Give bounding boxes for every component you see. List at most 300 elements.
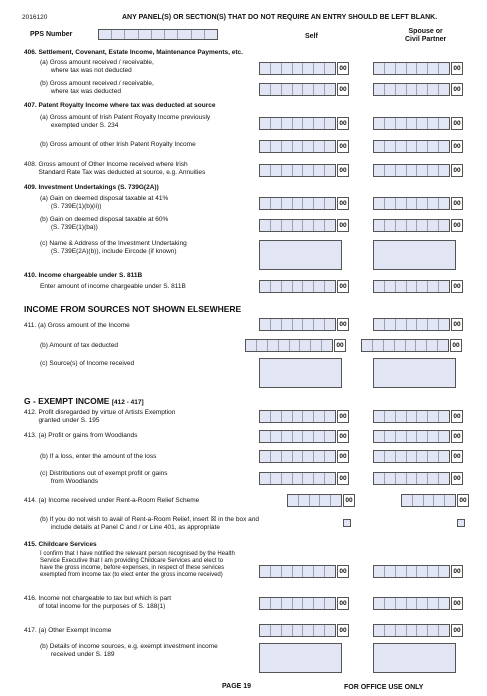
digit-cell: [246, 340, 257, 351]
q409a-self-amount-field[interactable]: [259, 197, 336, 210]
digit-cell: [260, 220, 271, 231]
q413a-spouse-amount-field[interactable]: [373, 430, 450, 443]
digit-cell: [325, 431, 335, 442]
q414a-self-amount-field[interactable]: [287, 494, 342, 507]
digit-cell: [310, 495, 321, 506]
q407-title: 407. Patent Royalty Income where tax was deducted at source: [24, 102, 216, 109]
q415-spouse-amount-field[interactable]: [373, 565, 450, 578]
q410-self-amount-field[interactable]: [259, 280, 336, 293]
digit-cell: [314, 473, 325, 484]
digit-cell: [314, 141, 325, 152]
q411b-spouse-cents-label: 00: [450, 339, 462, 352]
digit-cell: [407, 63, 418, 74]
digit-cell: [303, 431, 314, 442]
digit-cell: [407, 84, 418, 95]
digit-cell: [417, 141, 428, 152]
digit-cell: [293, 84, 304, 95]
digit-cell: [282, 451, 293, 462]
q408-self-amount-field[interactable]: [259, 164, 336, 177]
digit-cell: [303, 598, 314, 609]
q408-spouse-amount-field[interactable]: [373, 164, 450, 177]
digit-cell: [417, 451, 428, 462]
digit-cell: [271, 84, 282, 95]
q411c-spouse-textbox[interactable]: [373, 358, 456, 388]
digit-cell: [271, 118, 282, 129]
q411b-self-amount-field[interactable]: [245, 339, 333, 352]
digit-cell: [314, 319, 325, 330]
digit-cell: [271, 473, 282, 484]
digit-cell: [257, 340, 268, 351]
section-exempt-title: G - EXEMPT INCOME: [24, 396, 110, 406]
q412-label: 412. Profit disregarded by virtue of Artists Exemption granted under S. 195: [24, 409, 176, 424]
q411a-self-amount-field[interactable]: [259, 318, 336, 331]
digit-cell: [374, 625, 385, 636]
digit-cell: [385, 319, 396, 330]
digit-cell: [407, 598, 418, 609]
digit-cell: [396, 198, 407, 209]
digit-cell: [331, 495, 341, 506]
digit-cell: [439, 411, 449, 422]
digit-cell: [303, 63, 314, 74]
digit-cell: [407, 198, 418, 209]
digit-cell: [424, 495, 435, 506]
digit-cell: [374, 141, 385, 152]
digit-cell: [325, 411, 335, 422]
digit-cell: [322, 340, 332, 351]
q411a-label: 411. (a) Gross amount of the Income: [24, 322, 130, 329]
digit-cell: [385, 165, 396, 176]
digit-cell: [303, 118, 314, 129]
q406a-spouse-cents-label: 00: [451, 62, 463, 75]
digit-cell: [417, 566, 428, 577]
q409-title: 409. Investment Undertakings (S. 739G(2A)): [24, 184, 159, 191]
q409c-self-textbox[interactable]: [259, 240, 342, 270]
digit-cell: [303, 451, 314, 462]
digit-cell: [438, 340, 448, 351]
q412-self-amount-field[interactable]: [259, 410, 336, 423]
digit-cell: [374, 165, 385, 176]
digit-cell: [374, 220, 385, 231]
digit-cell: [293, 281, 304, 292]
q417b-self-textbox[interactable]: [259, 643, 342, 673]
digit-cell: [271, 141, 282, 152]
digit-cell: [439, 625, 449, 636]
digit-cell: [434, 495, 445, 506]
q406a-label: (a) Gross amount received / receivable, where tax was not deducted: [40, 59, 154, 74]
q406-title: 406. Settlement, Covenant, Estate Income, Maintenance Payments, etc.: [24, 49, 243, 56]
digit-cell: [417, 319, 428, 330]
q407a-self-amount-field[interactable]: [259, 117, 336, 130]
digit-cell: [282, 625, 293, 636]
form-code: 2016120: [22, 14, 48, 21]
q410-spouse-amount-field[interactable]: [373, 280, 450, 293]
digit-cell: [314, 118, 325, 129]
q407a-self-cents-label: 00: [337, 117, 349, 130]
q415-self-amount-field[interactable]: [259, 565, 336, 578]
digit-cell: [260, 598, 271, 609]
digit-cell: [417, 220, 428, 231]
digit-cell: [417, 431, 428, 442]
digit-cell: [407, 118, 418, 129]
digit-cell: [282, 118, 293, 129]
digit-cell: [271, 566, 282, 577]
digit-cell: [314, 566, 325, 577]
digit-cell: [303, 165, 314, 176]
digit-cell: [260, 281, 271, 292]
digit-cell: [314, 431, 325, 442]
digit-cell: [417, 473, 428, 484]
digit-cell: [402, 495, 413, 506]
digit-cell: [385, 411, 396, 422]
section-exempt-range: [412 - 417]: [111, 399, 144, 406]
digit-cell: [407, 566, 418, 577]
digit-cell: [428, 281, 439, 292]
section-other-income-heading: INCOME FROM SOURCES NOT SHOWN ELSEWHERE: [24, 304, 242, 314]
digit-cell: [279, 340, 290, 351]
q409a-spouse-amount-field[interactable]: [373, 197, 450, 210]
digit-cell: [407, 431, 418, 442]
digit-cell: [396, 598, 407, 609]
q412-spouse-amount-field[interactable]: [373, 410, 450, 423]
digit-cell: [260, 165, 271, 176]
digit-cell: [385, 431, 396, 442]
q411a-spouse-amount-field[interactable]: [373, 318, 450, 331]
q408-self-cents-label: 00: [337, 164, 349, 177]
digit-cell: [373, 340, 384, 351]
digit-cell: [416, 340, 427, 351]
q414b-self-checkbox[interactable]: [343, 519, 351, 527]
q407b-self-amount-field[interactable]: [259, 140, 336, 153]
digit-cell: [396, 431, 407, 442]
digit-cell: [406, 340, 417, 351]
digit-cell: [417, 63, 428, 74]
digit-cell: [303, 84, 314, 95]
digit-cell: [385, 220, 396, 231]
pps-number-field[interactable]: [98, 29, 218, 40]
digit-cell: [417, 598, 428, 609]
digit-cell: [396, 84, 407, 95]
q406a-self-cents-label: 00: [337, 62, 349, 75]
digit-cell: [396, 319, 407, 330]
page-number: PAGE 19: [222, 683, 252, 690]
q417a-label: 417. (a) Other Exempt Income: [24, 627, 112, 634]
digit-cell: [260, 566, 271, 577]
q417a-spouse-cents-label: 00: [451, 624, 463, 637]
digit-cell: [417, 118, 428, 129]
digit-cell: [311, 340, 322, 351]
digit-cell: [374, 411, 385, 422]
q417b-label: (b) Details of income sources, e.g. exempt investment income received under S. 189: [40, 643, 218, 658]
digit-cell: [303, 625, 314, 636]
q415-label: I confirm that I have notified the relevant person recognised by the Health Service Executive that I am providing Childcare Services and elect to have the gross income, before expenses, in respect of these services exempted from income tax (to elect enter the gross income received): [40, 551, 235, 578]
q411c-label: (c) Source(s) of Income received: [40, 360, 135, 367]
digit-cell: [314, 198, 325, 209]
q409b-spouse-cents-label: 00: [451, 219, 463, 232]
q409a-spouse-cents-label: 00: [451, 197, 463, 210]
digit-cell: [314, 281, 325, 292]
digit-cell: [385, 141, 396, 152]
digit-cell: [428, 566, 439, 577]
digit-cell: [385, 281, 396, 292]
q413b-self-cents-label: 00: [337, 450, 349, 463]
digit-cell: [268, 340, 279, 351]
q413a-label: 413. (a) Profit or gains from Woodlands: [24, 432, 138, 439]
digit-cell: [407, 625, 418, 636]
digit-cell: [314, 451, 325, 462]
digit-cell: [428, 220, 439, 231]
digit-cell: [303, 198, 314, 209]
digit-cell: [374, 281, 385, 292]
q416-spouse-amount-field[interactable]: [373, 597, 450, 610]
digit-cell: [314, 165, 325, 176]
digit-cell: [396, 220, 407, 231]
digit-cell: [293, 473, 304, 484]
digit-cell: [396, 473, 407, 484]
digit-cell: [428, 198, 439, 209]
digit-cell: [439, 598, 449, 609]
q413c-self-cents-label: 00: [337, 472, 349, 485]
q412-spouse-cents-label: 00: [451, 410, 463, 423]
digit-cell: [271, 625, 282, 636]
q411a-spouse-cents-label: 00: [451, 318, 463, 331]
digit-cell: [271, 598, 282, 609]
digit-cell: [290, 340, 301, 351]
q411a-self-cents-label: 00: [337, 318, 349, 331]
q414b-spouse-checkbox[interactable]: [457, 519, 465, 527]
digit-cell: [260, 198, 271, 209]
digit-cell: [428, 141, 439, 152]
digit-cell: [282, 63, 293, 74]
q406b-self-amount-field[interactable]: [259, 83, 336, 96]
q413a-spouse-cents-label: 00: [451, 430, 463, 443]
digit-cell: [282, 165, 293, 176]
digit-cell: [303, 411, 314, 422]
digit-cell: [407, 451, 418, 462]
digit-cell: [428, 451, 439, 462]
pps-label: PPS Number: [30, 31, 73, 38]
q413c-spouse-amount-field[interactable]: [373, 472, 450, 485]
digit-cell: [325, 319, 335, 330]
q406b-spouse-cents-label: 00: [451, 83, 463, 96]
q415-self-cents-label: 00: [337, 565, 349, 578]
digit-cell: [396, 141, 407, 152]
q406b-label: (b) Gross amount received / receivable, where tax was deducted: [40, 80, 154, 95]
digit-cell: [428, 84, 439, 95]
digit-cell: [293, 598, 304, 609]
digit-cell: [439, 118, 449, 129]
q411b-spouse-amount-field[interactable]: [361, 339, 449, 352]
section-exempt-income-heading: [24, 396, 144, 407]
digit-cell: [271, 63, 282, 74]
digit-cell: [374, 473, 385, 484]
digit-cell: [407, 281, 418, 292]
digit-cell: [385, 451, 396, 462]
q407b-label: (b) Gross amount of other Irish Patent Royalty Income: [40, 141, 196, 148]
digit-cell: [396, 625, 407, 636]
digit-cell: [417, 625, 428, 636]
digit-cell: [271, 198, 282, 209]
q414a-spouse-cents-label: 00: [457, 494, 469, 507]
q406a-spouse-amount-field[interactable]: [373, 62, 450, 75]
digit-cell: [417, 411, 428, 422]
digit-cell: [271, 165, 282, 176]
digit-cell: [260, 451, 271, 462]
q409a-self-cents-label: 00: [337, 197, 349, 210]
digit-cell: [314, 411, 325, 422]
digit-cell: [374, 319, 385, 330]
digit-cell: [396, 566, 407, 577]
q415-title: 415. Childcare Services: [24, 541, 97, 548]
digit-cell: [293, 118, 304, 129]
digit-cell: [374, 198, 385, 209]
q413a-self-amount-field[interactable]: [259, 430, 336, 443]
digit-cell: [384, 340, 395, 351]
digit-cell: [303, 141, 314, 152]
digit-cell: [374, 63, 385, 74]
digit-cell: [385, 625, 396, 636]
digit-cell: [303, 281, 314, 292]
digit-cell: [325, 198, 335, 209]
digit-cell: [260, 431, 271, 442]
digit-cell: [288, 495, 299, 506]
digit-cell: [282, 84, 293, 95]
digit-cell: [439, 141, 449, 152]
digit-cell: [407, 220, 418, 231]
q407b-self-cents-label: 00: [337, 140, 349, 153]
digit-cell: [293, 431, 304, 442]
digit-cell: [439, 431, 449, 442]
q409b-self-cents-label: 00: [337, 219, 349, 232]
q409b-self-amount-field[interactable]: [259, 219, 336, 232]
digit-cell: [282, 319, 293, 330]
q409c-label: (c) Name & Address of the Investment Undertaking (S. 739E(2A)(b)), include Eircode (if known): [40, 240, 187, 255]
digit-cell: [293, 141, 304, 152]
digit-cell: [314, 84, 325, 95]
digit-cell: [428, 63, 439, 74]
q416-self-amount-field[interactable]: [259, 597, 336, 610]
q411b-self-cents-label: 00: [334, 339, 346, 352]
digit-cell: [396, 118, 407, 129]
q417b-spouse-textbox[interactable]: [373, 643, 456, 673]
digit-cell: [428, 625, 439, 636]
digit-cell: [325, 281, 335, 292]
digit-cell: [417, 84, 428, 95]
digit-cell: [325, 473, 335, 484]
digit-cell: [439, 84, 449, 95]
digit-cell: [428, 473, 439, 484]
digit-cell: [260, 625, 271, 636]
digit-cell: [314, 220, 325, 231]
digit-cell: [325, 625, 335, 636]
q414b-label: (b) If you do not wish to avail of Rent-a-Room Relief, insert ☒ in the box and include details at Panel C and / or Line 401, as appropriate: [40, 516, 259, 531]
digit-cell: [282, 281, 293, 292]
q410-title: 410. Income chargeable under S. 811B: [24, 272, 143, 279]
digit-cell: [407, 319, 418, 330]
q416-label: 416. Income not chargeable to tax but which is part of total income for the purposes of S. 188(1): [24, 595, 172, 610]
digit-cell: [303, 473, 314, 484]
q414a-self-cents-label: 00: [343, 494, 355, 507]
digit-cell: [428, 431, 439, 442]
q413b-spouse-amount-field[interactable]: [373, 450, 450, 463]
digit-cell: [428, 165, 439, 176]
digit-cell: [271, 319, 282, 330]
digit-cell: [282, 598, 293, 609]
q413b-label: (b) If a loss, enter the amount of the loss: [40, 453, 157, 460]
digit-cell: [293, 411, 304, 422]
q417a-self-amount-field[interactable]: [259, 624, 336, 637]
digit-cell: [374, 118, 385, 129]
digit-cell: [260, 84, 271, 95]
digit-cell: [439, 63, 449, 74]
q406b-self-cents-label: 00: [337, 83, 349, 96]
digit-cell: [320, 495, 331, 506]
digit-cell: [396, 281, 407, 292]
digit-cell: [385, 198, 396, 209]
q409c-spouse-textbox[interactable]: [373, 240, 456, 270]
digit-cell: [293, 198, 304, 209]
q407a-spouse-amount-field[interactable]: [373, 117, 450, 130]
q411b-label: (b) Amount of tax deducted: [40, 342, 119, 349]
q407b-spouse-amount-field[interactable]: [373, 140, 450, 153]
digit-cell: [299, 495, 310, 506]
digit-cell: [282, 566, 293, 577]
q413b-self-amount-field[interactable]: [259, 450, 336, 463]
q413b-spouse-cents-label: 00: [451, 450, 463, 463]
digit-cell: [407, 411, 418, 422]
digit-cell: [374, 598, 385, 609]
digit-cell: [417, 165, 428, 176]
q406a-self-amount-field[interactable]: [259, 62, 336, 75]
digit-cell: [325, 451, 335, 462]
digit-cell: [428, 319, 439, 330]
q408-label: 408. Gross amount of Other Income received where Irish Standard Rate Tax was deducted at source, e.g. Annuities: [24, 161, 206, 176]
q411c-self-textbox[interactable]: [259, 358, 342, 388]
q409a-label: (a) Gain on deemed disposal taxable at 41% (S. 739E(1)(b)(ii)): [40, 195, 169, 210]
digit-cell: [428, 598, 439, 609]
digit-cell: [396, 165, 407, 176]
digit-cell: [385, 473, 396, 484]
digit-cell: [260, 141, 271, 152]
q413c-self-amount-field[interactable]: [259, 472, 336, 485]
q413c-spouse-cents-label: 00: [451, 472, 463, 485]
q417a-spouse-amount-field[interactable]: [373, 624, 450, 637]
office-use-label: FOR OFFICE USE ONLY: [344, 684, 424, 691]
digit-cell: [314, 63, 325, 74]
q413c-label: (c) Distributions out of exempt profit or gains from Woodlands: [40, 470, 168, 485]
digit-cell: [293, 451, 304, 462]
digit-cell: [385, 84, 396, 95]
q407a-label: (a) Gross amount of Irish Patent Royalty Income previously exempted under S. 234: [40, 114, 211, 129]
digit-cell: [260, 319, 271, 330]
q406b-spouse-amount-field[interactable]: [373, 83, 450, 96]
q412-self-cents-label: 00: [337, 410, 349, 423]
digit-cell: [445, 495, 455, 506]
digit-cell: [271, 431, 282, 442]
digit-cell: [293, 319, 304, 330]
digit-cell: [427, 340, 438, 351]
digit-cell: [407, 141, 418, 152]
digit-cell: [417, 281, 428, 292]
digit-cell: [293, 625, 304, 636]
q409b-spouse-amount-field[interactable]: [373, 219, 450, 232]
q408-spouse-cents-label: 00: [451, 164, 463, 177]
q414a-spouse-amount-field[interactable]: [401, 494, 456, 507]
digit-cell: [282, 220, 293, 231]
digit-cell: [385, 598, 396, 609]
column-spouse-header: Spouse or Civil Partner: [405, 28, 447, 44]
digit-cell: [314, 598, 325, 609]
digit-cell: [374, 84, 385, 95]
